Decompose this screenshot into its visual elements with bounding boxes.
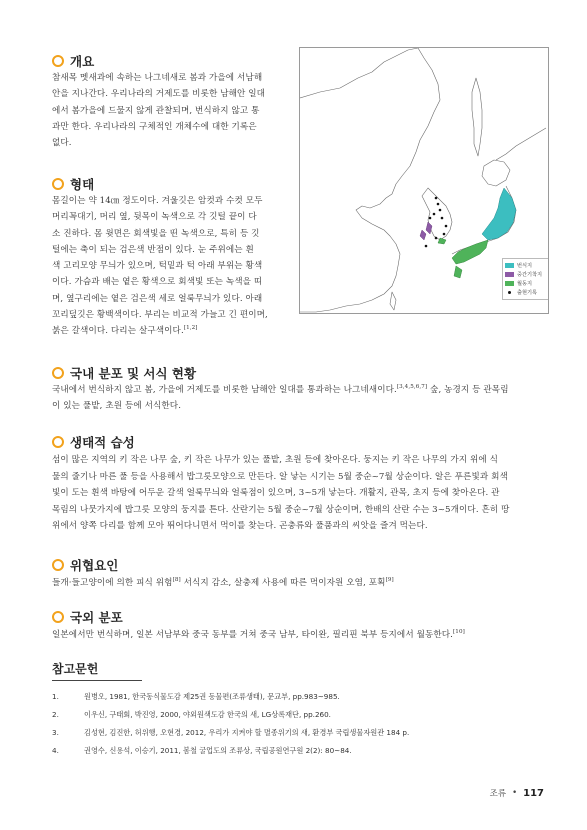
text-line: 꼬리덮깃은 황백색이다. 부리는 비교적 가늘고 긴 편이며, <box>52 310 268 321</box>
text-line: 색 고리모양 무늬가 있으며, 턱밑과 턱 아래 부위는 황색 <box>52 261 263 272</box>
reference-number: 3. <box>52 728 59 737</box>
citation: [8] <box>172 577 181 584</box>
text-line: 소 진하다. 몸 윗면은 회색빛을 띤 녹색으로, 특히 등 깃 <box>52 228 260 239</box>
citation: [1,2] <box>183 325 198 332</box>
orange-ring-bullet-icon <box>52 367 64 379</box>
text-line: 이 있는 풀밭, 초원 등에 서식한다. <box>52 401 182 412</box>
section-heading-distribution <box>52 364 196 382</box>
section-heading-overview <box>52 52 94 70</box>
section-title: 개요 <box>70 54 95 69</box>
references-underline <box>52 680 142 681</box>
section-title: 국내 분포 및 서식 현황 <box>70 366 197 381</box>
text-span: 서식지 감소, 살충제 사용에 따른 먹이자원 오염, 포획 <box>180 578 386 588</box>
section-heading-ecology <box>52 433 135 451</box>
reference-text: 원병오, 1981, 한국동식물도감 제25권 동물편(조류생태), 문교부, pp.983~985. <box>84 692 340 701</box>
reference-text: 김성현, 김진한, 허위행, 오현경, 2012, 우리가 지켜야 할 멸종위기의 새, 환경부 국립생물자원관 184 p. <box>84 728 410 737</box>
legend-item <box>505 270 549 279</box>
legend-swatch-icon <box>505 263 514 268</box>
overview-paragraph <box>52 70 292 151</box>
orange-ring-bullet-icon <box>52 611 64 623</box>
page-footer <box>490 787 544 799</box>
legend-label: 출현기록 <box>517 290 538 296</box>
wintering-range-korea-south <box>438 238 446 244</box>
reference-text: 이우신, 구태회, 박진영, 2000, 야외원색도감 한국의 새, LG상록재단, pp.260. <box>84 710 331 719</box>
korea-coast <box>422 188 452 240</box>
stopover-range-2 <box>420 230 426 240</box>
reference-number: 4. <box>52 746 59 755</box>
text-line: 머리꼭대기, 머리 옆, 뒷목이 녹색으로 각 깃털 끝이 다 <box>52 212 257 223</box>
taiwan-coast <box>390 292 396 310</box>
kuril-coast <box>496 128 546 160</box>
reference-number: 1. <box>52 692 59 701</box>
legend-label: 월동지 <box>517 281 533 287</box>
page-number: 117 <box>523 787 544 799</box>
text-line: 털에는 축이 되는 검은색 반점이 있다. 눈 주위에는 흰 <box>52 244 254 255</box>
wintering-range <box>452 240 488 264</box>
text-line <box>52 627 552 643</box>
text-line: 과만 한다. 우리나라의 구체적인 개체수에 대한 기록은 <box>52 121 257 132</box>
legend-item <box>505 288 549 297</box>
text-line <box>52 575 552 591</box>
wintering-range-south <box>454 266 462 278</box>
distribution-paragraph <box>52 382 552 415</box>
legend-item <box>505 261 549 270</box>
section-title: 위협요인 <box>70 558 119 573</box>
text-line <box>52 382 552 398</box>
text-line: 섬이 많은 지역의 키 작은 나무 숲, 키 작은 나무가 있는 풀밭, 초원 등에 찾아온다. 둥지는 키 작은 나무의 가지 위에 식 <box>52 455 499 465</box>
section-title: 형태 <box>70 177 95 192</box>
section-title: 국외 분포 <box>70 610 123 625</box>
text-span: 붉은 갈색이다. 다리는 살구색이다. <box>52 326 184 337</box>
legend-label: 중간기착지 <box>517 272 543 278</box>
citation: [10] <box>453 629 465 636</box>
footer-section-label: 조류 <box>489 789 507 799</box>
citation: [3,4,5,6,7] <box>396 384 428 391</box>
citation: [9] <box>385 577 394 584</box>
text-line: 물의 줄기나 마른 풀 등을 사용해서 밥그릇모양으로 만든다. 알 낳는 시기는 5월 중순~7월 상순이다. 알은 푸른빛과 회색 <box>52 471 508 482</box>
text-span: 일본에서만 번식하며, 일본 서남부와 중국 동부를 거쳐 중국 남부, 타이완, 필리핀 북부 등지에서 월동한다. <box>52 630 454 640</box>
text-line: 이다. 가슴과 배는 옅은 황색으로 회색빛 또는 녹색을 띠 <box>52 277 263 288</box>
reference-text: 권영수, 신용석, 이승기, 2011, 봄철 굴업도의 조류상, 국립공원연구원 2(2): 80~84. <box>84 746 352 755</box>
form-paragraph <box>52 193 292 340</box>
ecology-paragraph <box>52 452 552 535</box>
text-line: 참새목 멧새과에 속하는 나그네새로 봄과 가을에 서남해 <box>52 73 263 83</box>
legend-label: 번식지 <box>517 263 533 269</box>
orange-ring-bullet-icon <box>52 55 64 67</box>
text-span: 국내에서 번식하지 않고 봄, 가을에 거제도를 비롯한 남해안 일대를 통과하는 나그네새이다. <box>52 385 397 395</box>
reference-number: 2. <box>52 710 59 719</box>
text-line: 없다. <box>52 138 72 149</box>
text-span: 들개·들고양이에 의한 피식 위험 <box>52 578 173 588</box>
section-title: 생태적 습성 <box>70 435 135 450</box>
text-span: 숲, 농경지 등 관목림 <box>427 385 509 395</box>
orange-ring-bullet-icon <box>52 178 64 190</box>
section-heading-foreign <box>52 608 123 626</box>
sakhalin-coast <box>472 78 482 156</box>
text-line: 에서 봄가을에 드물지 않게 관찰되며, 번식하지 않고 통 <box>52 105 260 116</box>
stopover-range <box>426 222 432 234</box>
threats-paragraph <box>52 575 552 591</box>
references-title: 참고문헌 <box>52 662 99 676</box>
distribution-map <box>299 47 549 314</box>
text-line: 위에서 양쪽 다리를 함께 모아 뛰어다니면서 먹이를 찾는다. 곤충류와 풀품과의 씨앗을 즐겨 먹는다. <box>52 521 428 532</box>
orange-ring-bullet-icon <box>52 436 64 448</box>
foreign-paragraph <box>52 627 552 643</box>
text-line: 며, 옆구리에는 옅은 검은색 세로 얼룩무늬가 있다. 아래 <box>52 293 263 304</box>
section-heading-form <box>52 175 94 193</box>
text-line: 안을 지나간다. 우리나라의 거제도를 비롯한 남해안 일대 <box>52 89 266 100</box>
text-line: 빛이 도는 흰색 바탕에 어두운 갈색 얼룩무늬와 얼룩점이 있으며, 3~5개 낳는다. 개활지, 관목, 초지 등에 찾아온다. 관 <box>52 488 500 499</box>
legend-swatch-icon <box>505 281 514 286</box>
hokkaido-coast <box>482 160 510 186</box>
map-legend <box>502 258 549 300</box>
footer-separator: • <box>512 788 518 798</box>
orange-ring-bullet-icon <box>52 559 64 571</box>
text-line: 몸길이는 약 14㎝ 정도이다. 겨울깃은 암컷과 수컷 모두 <box>52 196 263 206</box>
legend-item <box>505 279 549 288</box>
text-line <box>52 323 292 339</box>
legend-dot-icon <box>508 291 511 294</box>
text-line: 목림의 나뭇가지에 밥그릇 모양의 둥지를 튼다. 산란기는 5월 중순~7월 상순이며, 한배의 산란 수는 3~5개이다. 흔히 땅 <box>52 504 510 515</box>
legend-swatch-icon <box>505 272 514 277</box>
section-heading-threats <box>52 556 118 574</box>
mainland-coast <box>300 48 440 312</box>
